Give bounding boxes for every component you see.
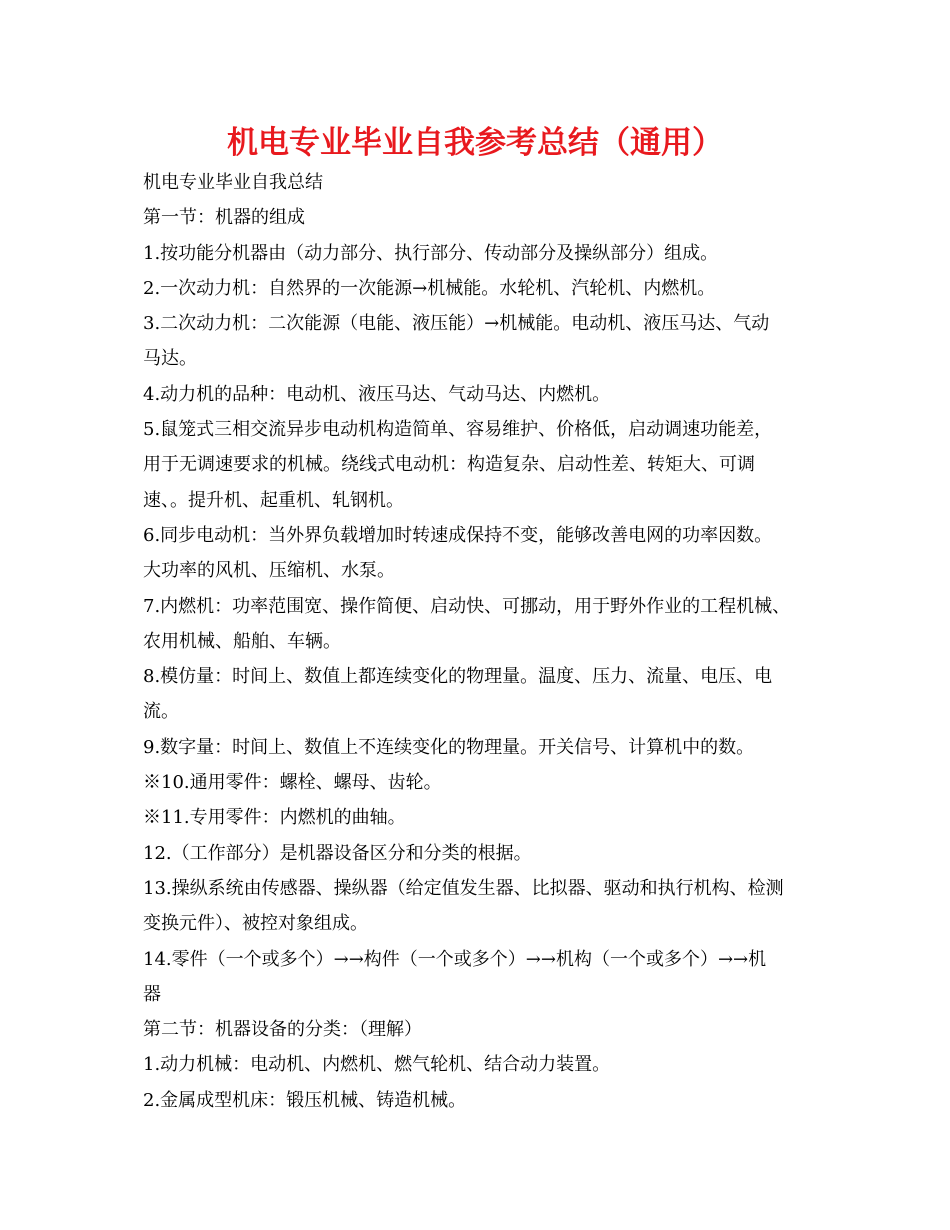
text-line: 第二节：机器设备的分类：（理解） <box>143 1019 422 1041</box>
text-line: 大功率的风机、压缩机、水泵。 <box>143 560 395 582</box>
text-line: 流。 <box>143 701 179 723</box>
document-title: 机电专业毕业自我参考总结（通用） <box>227 125 723 161</box>
text-line: 3.二次动力机：二次能源（电能、液压能）→机械能。电动机、液压马达、气动 <box>143 313 770 335</box>
text-line: 12.（工作部分）是机器设备区分和分类的根据。 <box>143 842 532 864</box>
text-line: ※11.专用零件：内燃机的曲轴。 <box>143 807 406 829</box>
text-line: 第一节：机器的组成 <box>143 207 305 229</box>
text-line: ※10.通用零件：螺栓、螺母、齿轮。 <box>143 772 442 794</box>
text-line: 用于无调速要求的机械。绕线式电动机：构造复杂、启动性差、转矩大、可调 <box>143 454 755 476</box>
text-line: 2.一次动力机：自然界的一次能源→机械能。水轮机、汽轮机、内燃机。 <box>143 277 716 299</box>
text-line: 7.内燃机：功率范围宽、操作简便、启动快、可挪动，用于野外作业的工程机械、 <box>143 595 791 617</box>
text-line: 6.同步电动机：当外界负载增加时转速成保持不变，能够改善电网的功率因数。 <box>143 524 773 546</box>
text-line: 1.动力机械：电动机、内燃机、燃气轮机、结合动力装置。 <box>143 1054 611 1076</box>
text-line: 8.模仿量：时间上、数值上都连续变化的物理量。温度、压力、流量、电压、电 <box>143 666 773 688</box>
document-body <box>143 165 823 1118</box>
text-line: 13.操纵系统由传感器、操纵器（给定值发生器、比拟器、驱动和执行机构、检测 <box>143 877 784 899</box>
text-line: 1.按功能分机器由（动力部分、执行部分、传动部分及操纵部分）组成。 <box>143 242 719 264</box>
text-line: 9.数字量：时间上、数值上不连续变化的物理量。开关信号、计算机中的数。 <box>143 736 755 758</box>
text-line: 变换元件）、被控对象组成。 <box>143 913 368 935</box>
text-line: 4.动力机的品种：电动机、液压马达、气动马达、内燃机。 <box>143 383 611 405</box>
text-line: 马达。 <box>143 348 197 370</box>
text-line: 2.金属成型机床：锻压机械、铸造机械。 <box>143 1089 467 1111</box>
text-line: 14.零件（一个或多个）→→构件（一个或多个）→→机构（一个或多个）→→机 <box>143 948 767 970</box>
text-line: 农用机械、船舶、车辆。 <box>143 630 341 652</box>
text-line: 速、。提升机、起重机、轧钢机。 <box>143 489 404 511</box>
text-line: 5.鼠笼式三相交流异步电动机构造简单、容易维护、价格低，启动调速功能差， <box>143 419 773 441</box>
text-line: 器 <box>143 983 161 1005</box>
text-line: 机电专业毕业自我总结 <box>143 172 323 193</box>
